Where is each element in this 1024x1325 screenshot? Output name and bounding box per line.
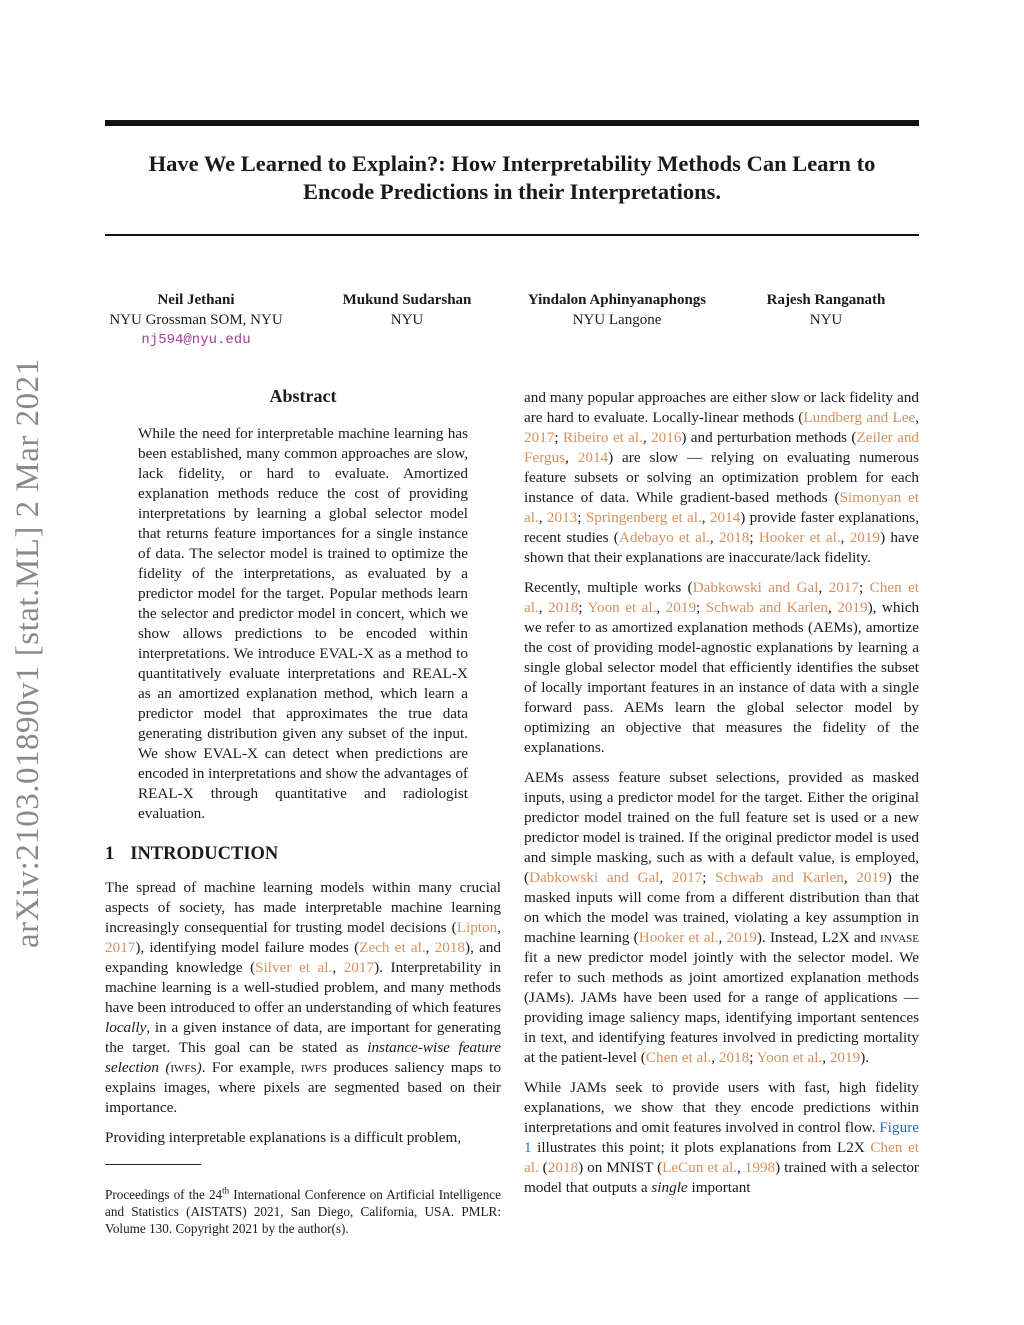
citation-link[interactable]: Schwab and Karlen [715,869,844,886]
citation-link[interactable]: 2017 [671,869,703,886]
section-number: 1 [105,844,115,864]
footnote-rule [105,1164,201,1165]
figure-reference-link[interactable]: Figure 1 [524,1119,919,1156]
citation-link[interactable]: Chen et al. [524,1139,919,1176]
section-title: INTRODUCTION [130,844,279,864]
citation-link[interactable]: 2017 [105,939,136,956]
author-block-4 [748,290,904,330]
left-column [105,878,501,1158]
citation-link[interactable]: Yoon et al. [756,1049,823,1066]
citation-link[interactable]: 2014 [577,449,609,466]
citation-link[interactable]: 2017 [828,579,860,596]
citation-link[interactable]: Dabkowski and Gal [692,579,819,596]
right-paragraph-2: Recently, multiple works (Dabkowski and Gal, 2017; Chen et al., 2018; Yoon et al., 2019; Schwab and Karlen, 2019), which we refer to as amortized explanation methods (AEMs), amortize the cost of providing model-agnostic explanations by learning a single global selector model that efficiently identifies the subset of locally important features in an instance of data with a single forward pass. AEMs learn the global selector model by optimizing an objective that measures the fidelity of the explanations. [524,579,920,756]
citation-link[interactable]: Zeiler and Fergus [524,429,920,466]
citation-link[interactable]: 2014 [709,509,741,526]
citation-link[interactable]: Ribeiro et al. [562,429,643,446]
paper-title [105,150,919,206]
footnote: Proceedings of the 24th International Conference on Artificial Intelligence and Statistics (AISTATS) 2021, San Diego, California, USA. PMLR: Volume 130. Copyright 2021 by the author(s). [105,1185,501,1236]
right-paragraph-3: AEMs assess feature subset selections, provided as masked inputs, using a predictor model for the target. Either the original predictor model trained on the full feature set is used or a new predictor model is trained. If the original predictor model is used and simple masking, such as with a default value, is employed, (Dabkowski and Gal, 2017; Schwab and Karlen, 2019) the masked inputs will come from a different distribution than that on which the model was trained, violating a key assumption in machine learning (Hooker et al., 2019). Instead, L2X and invase fit a new predictor model jointly with the selector model. We refer to such methods as joint amortized explanation methods (JAMs). JAMs have been used for a range of applications — providing image saliency maps, identifying important sentences in text, and identifying features involved in predicting mortality at the patient-level (Chen et al., 2018; Yoon et al., 2019). [524,769,920,1066]
citation-link[interactable]: Lipton [456,919,498,936]
author-name: Rajesh Ranganath [766,292,886,308]
citation-link[interactable]: 2018 [718,1049,750,1066]
author-email-link[interactable]: nj594@nyu.edu [141,332,251,348]
author-affiliation: NYU Langone [572,312,662,328]
citation-link[interactable]: 2019 [837,599,868,616]
author-affiliation: NYU [390,312,424,328]
citation-link[interactable]: Lundberg and Lee [803,409,916,426]
citation-link[interactable]: Schwab and Karlen [705,599,828,616]
citation-link[interactable]: Silver et al. [255,959,333,976]
author-name: Mukund Sudarshan [342,292,472,308]
citation-link[interactable]: Hooker et al. [638,929,719,946]
citation-link[interactable]: 2019 [856,869,887,886]
citation-link[interactable]: 2018 [718,529,750,546]
citation-link[interactable]: 2019 [829,1049,861,1066]
citation-link[interactable]: Adebayo et al. [618,529,710,546]
abstract-text: While the need for interpretable machine learning has been established, many common approaches are slow, lack fidelity, or hard to evaluate. Amortized explanation methods reduce the cost of providing interpretations by learning a global selector model that returns feature importances for a single instance of data. The selector model is trained to optimize the fidelity of the interpretations, as evaluated by a predictor model for the target. Popular methods learn the selector and predictor model in concert, which we show allows predictions to be encoded within interpretations. We introduce EVAL-X as a method to quantitatively evaluate interpretations and REAL-X as an amortized explanation method, which learn a predictor model that approximates the true data generating distribution given any subset of the input. We show EVAL-X can detect when predictions are encoded in interpretations and show the advantages of REAL-X through quantitative and radiologist evaluation. [138,425,468,822]
citation-link[interactable]: 2017 [524,429,555,446]
citation-link[interactable]: 2017 [343,959,375,976]
citation-link[interactable]: 2018 [548,599,579,616]
citation-link[interactable]: Chen et al. [524,579,919,616]
title-line-1: Have We Learned to Explain?: How Interpretability Methods Can Learn to [148,151,876,176]
author-block-3 [512,290,722,330]
section-heading [105,844,278,865]
citation-link[interactable]: Yoon et al. [587,599,657,616]
citation-link[interactable]: Chen et al. [645,1049,712,1066]
citation-link[interactable]: Hooker et al. [758,529,841,546]
title-bottom-rule [105,234,919,236]
citation-link[interactable]: Springenberg et al. [585,509,702,526]
citation-link[interactable]: LeCun et al. [662,1159,738,1176]
citation-link[interactable]: 1998 [744,1159,776,1176]
right-paragraph-1: and many popular approaches are either slow or lack fidelity and are hard to evaluate. Locally-linear methods (Lundberg and Lee, 2017; Ribeiro et al., 2016) and perturbation methods (Zeiler and Fergus, 2014) are slow — relying on evaluating numerous feature subsets or solving an optimization problem for each instance of data. While gradient-based methods (Simonyan et al., 2013; Springenberg et al., 2014) provide faster explanations, recent studies (Adebayo et al., 2018; Hooker et al., 2019) have shown that their explanations are inaccurate/lack fidelity. [524,389,920,566]
author-affiliation: NYU [809,312,843,328]
author-block-1 [96,290,296,350]
right-paragraph-4: While JAMs seek to provide users with fast, high fidelity explanations, we show that they encode predictions within interpretations and omit features involved in control flow. Figure 1 illustrates this point; it plots explanations from L2X Chen et al. (2018) on MNIST (LeCun et al., 1998) trained with a selector model that outputs a single important [524,1079,919,1196]
citation-link[interactable]: 2019 [726,929,757,946]
citation-link[interactable]: 2019 [849,529,881,546]
citation-link[interactable]: 2019 [665,599,697,616]
abstract-heading: Abstract [269,386,337,406]
citation-link[interactable]: 2018 [547,1159,579,1176]
citation-link[interactable]: 2016 [651,429,682,446]
right-column [524,388,919,1208]
citation-link[interactable]: 2018 [434,939,466,956]
intro-paragraph-1: The spread of machine learning models within many crucial aspects of society, has made interpretable machine learning increasingly consequential for trusting model decisions (Lipton, 2017), identifying model failure modes (Zech et al., 2018), and expanding knowledge (Silver et al., 2017). Interpretability in machine learning is a well-studied problem, and many methods have been introduced to offer an understanding of which features locally, in a given instance of data, are important for generating the target. This goal can be stated as instance-wise feature selection (iwfs). For example, iwfs produces saliency maps to explains images, where pixels are segmented based on their importance. [105,879,502,1116]
author-name: Neil Jethani [157,292,235,308]
intro-paragraph-2: Providing interpretable explanations is a difficult problem, [105,1129,462,1146]
title-top-rule [105,120,919,126]
author-block-2 [330,290,484,330]
citation-link[interactable]: 2013 [546,509,578,526]
author-affiliation: NYU Grossman SOM, NYU [109,312,283,328]
citation-link[interactable]: Zech et al. [359,939,426,956]
arxiv-watermark: arXiv:2103.01890v1 [stat.ML] 2 Mar 2021 [10,358,46,948]
citation-link[interactable]: Simonyan et al. [524,489,920,526]
title-line-2: Encode Predictions in their Interpretations. [302,179,722,204]
citation-link[interactable]: Dabkowski and Gal [529,869,660,886]
author-name: Yindalon Aphinyanaphongs [527,292,707,308]
